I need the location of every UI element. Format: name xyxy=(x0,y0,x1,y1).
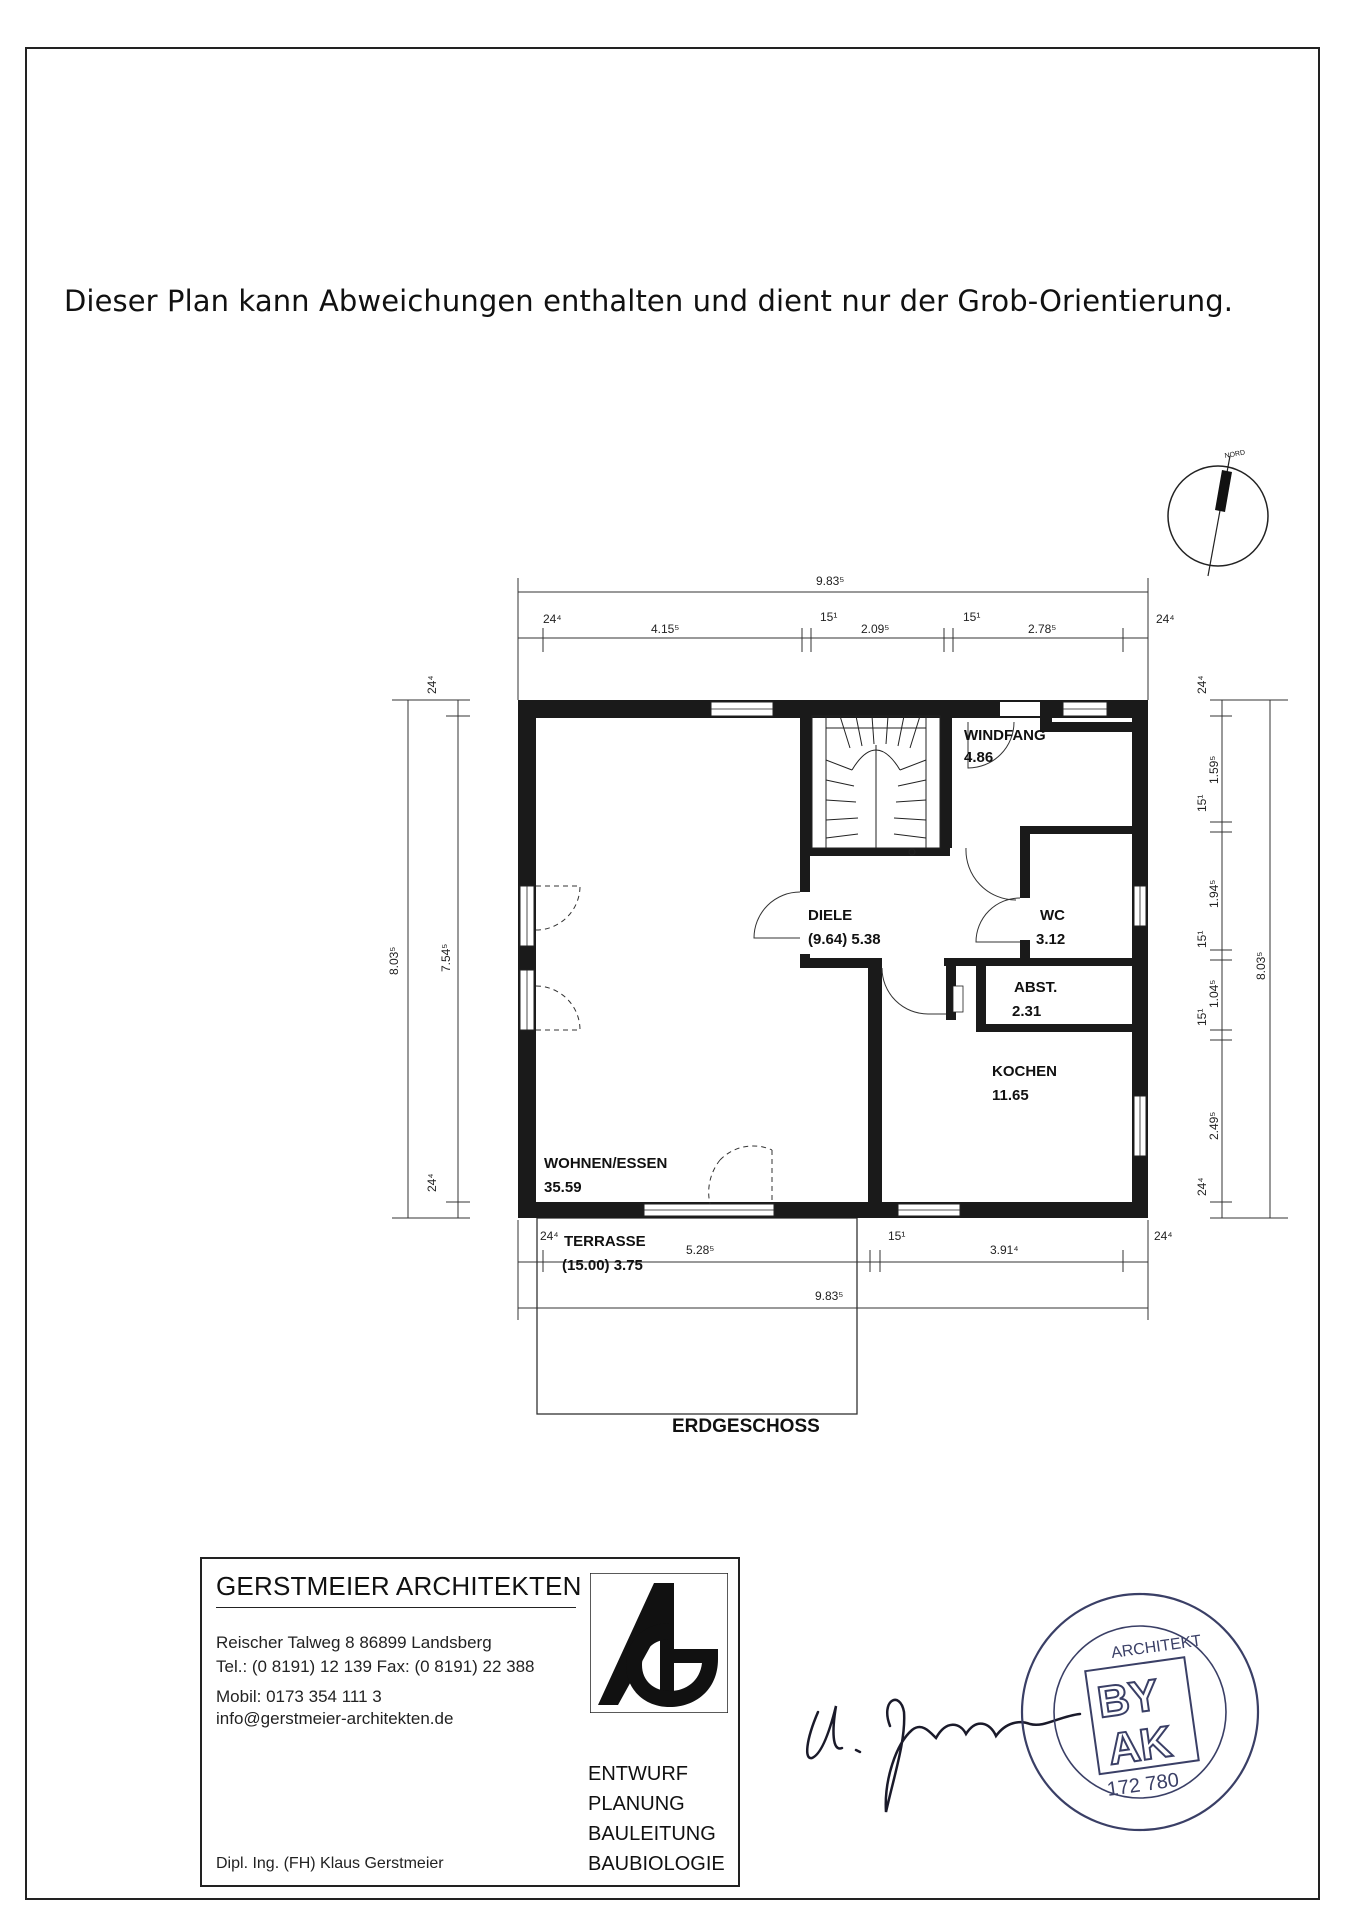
dim-left-inner: 7.54⁵ xyxy=(439,943,453,972)
dim-left-part: 24⁴ xyxy=(425,675,439,694)
room-area: (9.64) 5.38 xyxy=(808,931,881,948)
top-dimension-lines xyxy=(518,578,1148,700)
north-label: NORD xyxy=(1224,449,1246,460)
service-item: BAULEITUNG xyxy=(588,1823,716,1845)
disclaimer-text: Dieser Plan kann Abweichungen enthalten und dient nur der Grob-Orientierung. xyxy=(64,284,1234,318)
dim-bottom-total: 9.83⁵ xyxy=(815,1289,844,1303)
dim-top-part: 24⁴ xyxy=(1156,612,1175,626)
firm-address: Reischer Talweg 8 86899 Landsberg xyxy=(216,1633,492,1652)
room-name: KOCHEN xyxy=(992,1063,1058,1080)
dim-top-part: 15¹ xyxy=(963,610,981,624)
dim-right-part: 15¹ xyxy=(1195,930,1209,948)
room-area: 3.12 xyxy=(1036,931,1066,948)
service-item: ENTWURF xyxy=(588,1763,688,1785)
dim-bottom-part: 24⁴ xyxy=(1154,1229,1173,1243)
dim-right-part: 24⁴ xyxy=(1195,1177,1209,1196)
room-name: WC xyxy=(1040,907,1065,924)
dim-top-part: 4.15⁵ xyxy=(651,622,680,636)
engineer-name: Dipl. Ing. (FH) Klaus Gerstmeier xyxy=(216,1855,444,1872)
dim-bottom-part: 3.91⁴ xyxy=(990,1243,1019,1257)
firm-email: info@gerstmeier-architekten.de xyxy=(216,1709,454,1728)
dim-top-total: 9.83⁵ xyxy=(816,574,845,588)
room-name: DIELE xyxy=(808,907,853,924)
services-list xyxy=(588,1759,725,1879)
seal-number: 172 780 xyxy=(1105,1769,1181,1801)
dim-bottom-part: 15¹ xyxy=(888,1229,906,1243)
room-area: 11.65 xyxy=(992,1087,1029,1104)
firm-underline xyxy=(216,1607,576,1608)
firm-mobile: Mobil: 0173 354 111 3 xyxy=(216,1687,382,1706)
dim-top-part: 15¹ xyxy=(820,610,838,624)
dim-right-part: 24⁴ xyxy=(1195,675,1209,694)
dim-right-part: 15¹ xyxy=(1195,794,1209,812)
dim-top-part: 2.09⁵ xyxy=(861,622,890,636)
right-dimension-lines xyxy=(1210,700,1288,1218)
room-name: TERRASSE xyxy=(564,1233,646,1250)
seal-logo-top: BY xyxy=(1094,1670,1162,1728)
room-area: 35.59 xyxy=(544,1179,582,1196)
firm-phone-fax: Tel.: (0 8191) 12 139 Fax: (0 8191) 22 388 xyxy=(216,1657,535,1676)
service-item: BAUBIOLOGIE xyxy=(588,1853,725,1875)
dim-bottom-part: 24⁴ xyxy=(540,1229,559,1243)
dim-left-part: 24⁴ xyxy=(425,1173,439,1192)
dim-right-total: 8.03⁵ xyxy=(1254,951,1268,980)
firm-name: GERSTMEIER ARCHITEKTEN xyxy=(216,1571,582,1601)
dim-top-part: 24⁴ xyxy=(543,612,562,626)
room-name: ABST. xyxy=(1014,979,1058,996)
dim-right-part: 2.49⁵ xyxy=(1207,1111,1221,1140)
dim-right-part: 15¹ xyxy=(1195,1008,1209,1026)
room-name: WINDFANG xyxy=(964,727,1046,744)
seal-role: ARCHITEKT xyxy=(1110,1632,1203,1662)
dim-top-part: 2.78⁵ xyxy=(1028,622,1057,636)
staircase xyxy=(812,716,940,855)
seal-logo-bottom: AK xyxy=(1105,1717,1175,1775)
title-block xyxy=(200,1557,740,1887)
interior-walls xyxy=(800,700,1134,1204)
floor-title: ERDGESCHOSS xyxy=(672,1416,820,1437)
service-item: PLANUNG xyxy=(588,1793,685,1815)
dim-right-part: 1.94⁵ xyxy=(1207,879,1221,908)
dim-right-part: 1.04⁵ xyxy=(1207,979,1221,1008)
firm-logo-icon xyxy=(590,1573,728,1713)
dim-bottom-part: 5.28⁵ xyxy=(686,1243,715,1257)
dim-left-total: 8.03⁵ xyxy=(387,946,401,975)
signature-icon xyxy=(807,1700,1080,1812)
north-arrow-icon xyxy=(1168,449,1268,576)
left-dimension-lines xyxy=(392,700,470,1218)
room-area: 4.86 xyxy=(964,749,994,766)
dim-right-part: 1.59⁵ xyxy=(1207,755,1221,784)
room-name: WOHNEN/ESSEN xyxy=(544,1155,668,1172)
room-area: (15.00) 3.75 xyxy=(562,1257,643,1274)
architect-seal-icon xyxy=(1022,1594,1258,1830)
room-area: 2.31 xyxy=(1012,1003,1042,1020)
